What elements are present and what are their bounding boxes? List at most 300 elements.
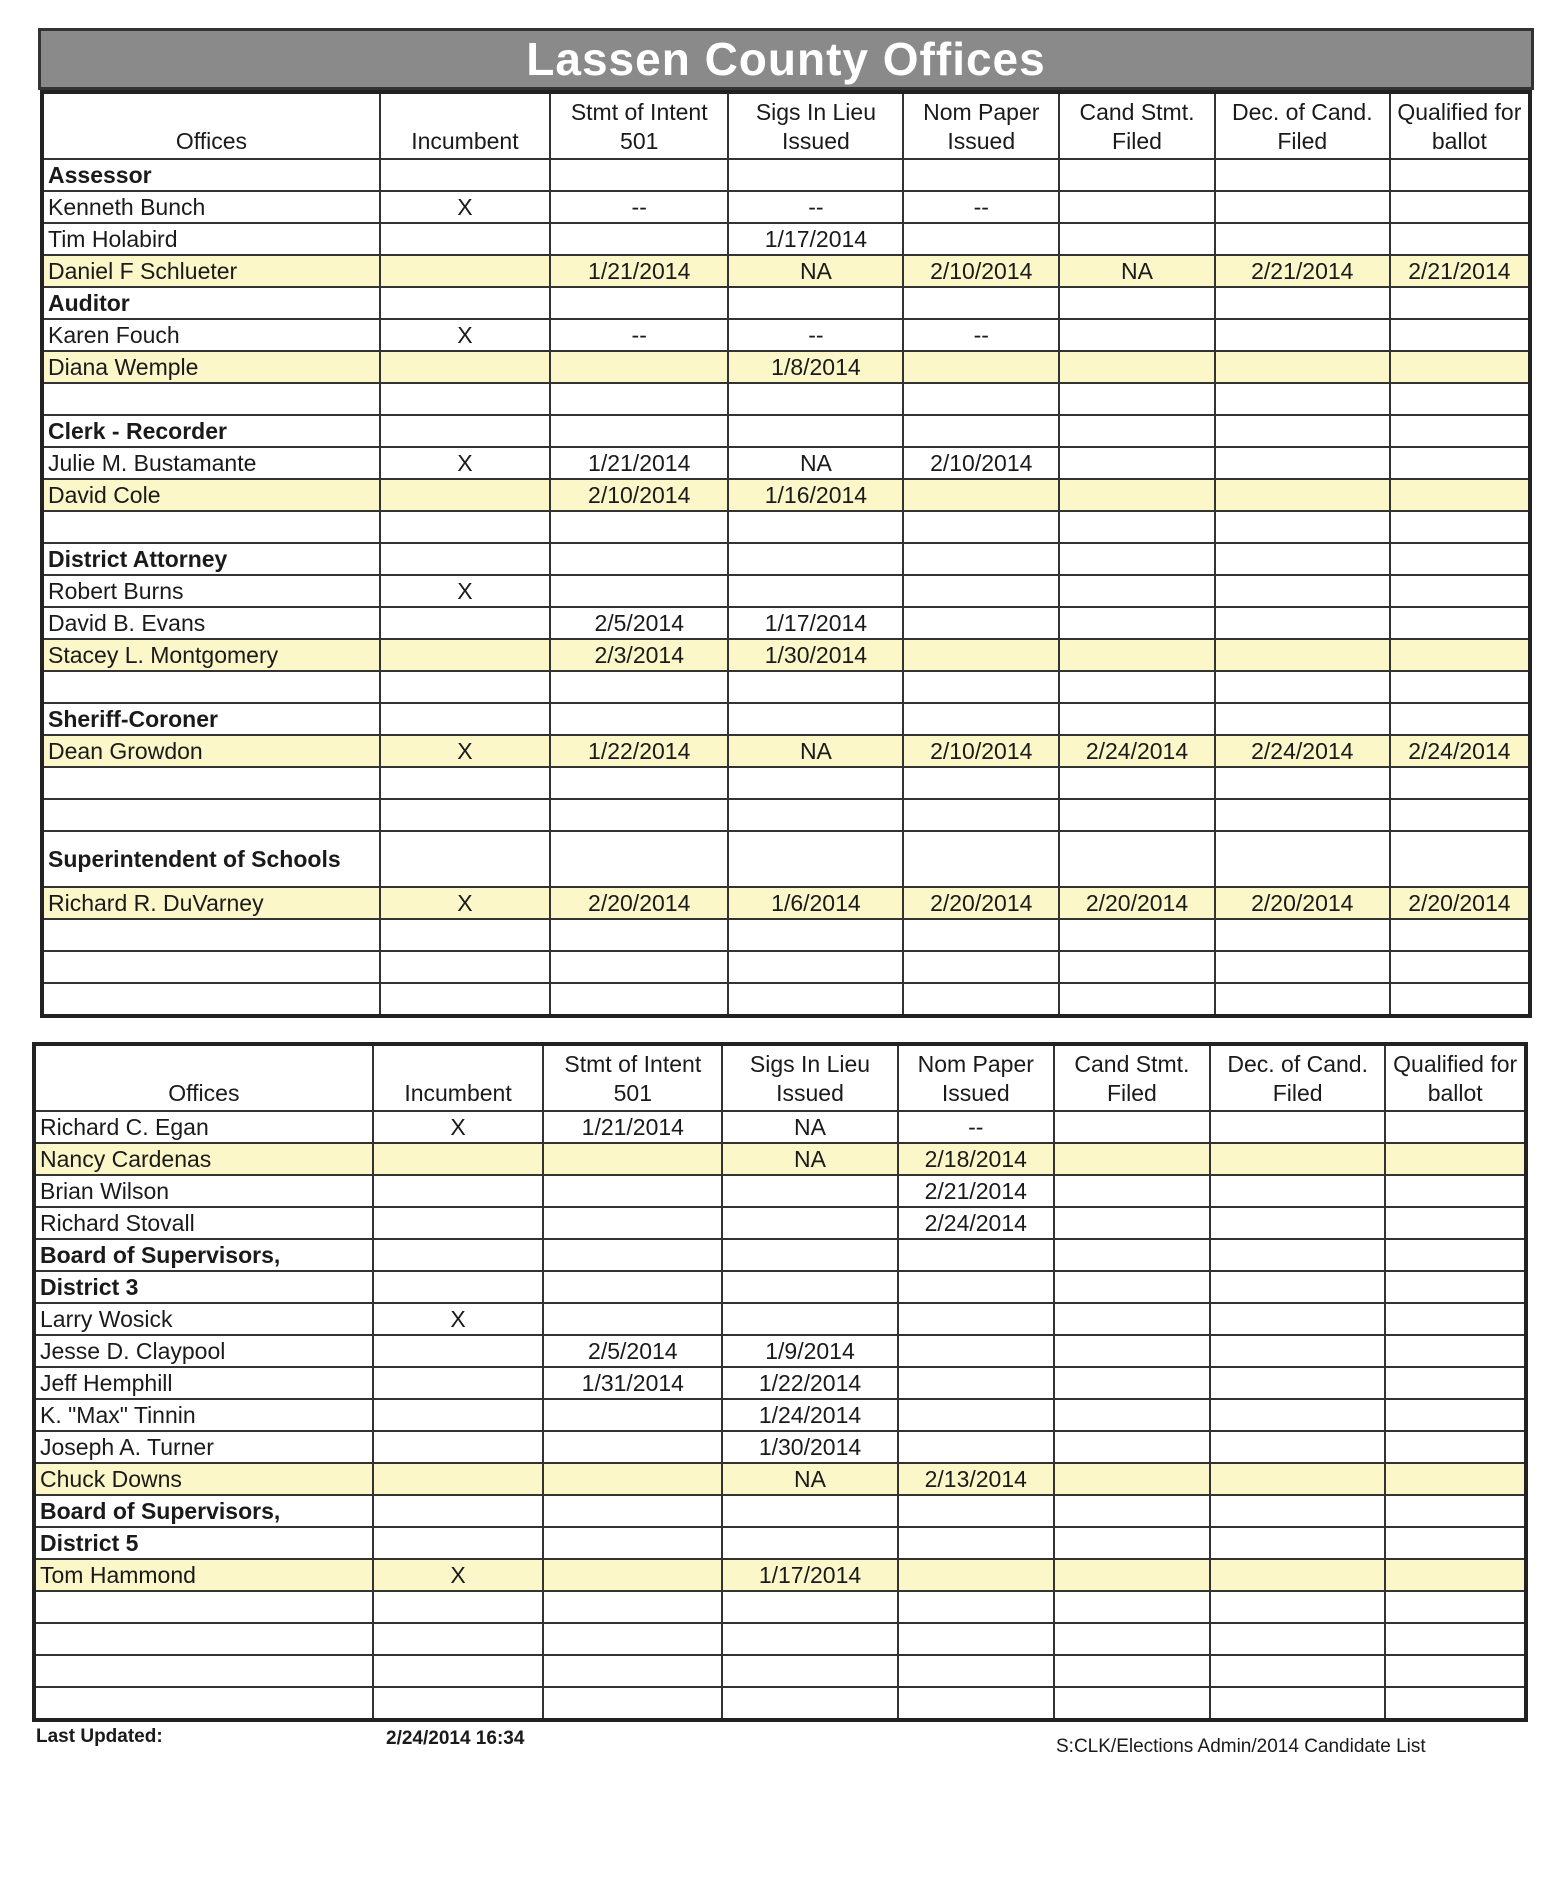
empty-cell [550,415,729,447]
status-cell [543,1463,722,1495]
col-header: Offices [34,1044,373,1111]
candidate-row [42,799,1530,831]
candidate-row [34,1207,1526,1239]
status-cell [543,1623,722,1655]
candidate-name: Karen Fouch [42,319,380,351]
status-cell: NA [1059,255,1215,287]
status-cell: 2/13/2014 [898,1463,1054,1495]
empty-cell [1215,831,1390,887]
status-cell [550,383,729,415]
empty-cell [1390,831,1530,887]
candidate-row [34,1111,1526,1143]
office-name: Auditor [42,287,380,319]
empty-cell [903,159,1059,191]
status-cell [380,919,550,951]
status-cell: 2/24/2014 [1390,735,1530,767]
status-cell: NA [722,1463,897,1495]
status-cell [1210,1335,1385,1367]
status-cell: X [380,319,550,351]
office-name: Superintendent of Schools [42,831,380,887]
status-cell [1054,1463,1210,1495]
status-cell: 2/10/2014 [550,479,729,511]
status-cell: X [380,735,550,767]
status-cell [903,351,1059,383]
status-cell [373,1463,544,1495]
status-cell: X [380,887,550,919]
status-cell [1215,799,1390,831]
candidate-row [34,1143,1526,1175]
status-cell: 1/24/2014 [722,1399,897,1431]
empty-cell [543,1271,722,1303]
status-cell [1054,1687,1210,1720]
empty-cell [550,159,729,191]
office-name: Assessor [42,159,380,191]
candidate-row [34,1399,1526,1431]
status-cell [1054,1303,1210,1335]
col-header: Offices [42,92,380,159]
status-cell [373,1431,544,1463]
status-cell: 1/22/2014 [550,735,729,767]
empty-cell [722,1271,897,1303]
col-header: Incumbent [380,92,550,159]
empty-cell [898,1239,1054,1271]
empty-cell [380,159,550,191]
offices-table-bottom [32,1042,1528,1722]
status-cell [1390,575,1530,607]
status-cell [380,351,550,383]
status-cell [898,1655,1054,1687]
status-cell: 1/21/2014 [543,1111,722,1143]
status-cell [1385,1655,1526,1687]
status-cell [728,983,903,1016]
empty-cell [1385,1527,1526,1559]
candidate-name: Daniel F Schlueter [42,255,380,287]
status-cell [1390,639,1530,671]
status-cell: 2/10/2014 [903,735,1059,767]
status-cell [1215,479,1390,511]
status-cell [1210,1591,1385,1623]
status-cell [903,223,1059,255]
empty-cell [1390,543,1530,575]
status-cell [1210,1687,1385,1720]
empty-cell [380,543,550,575]
status-cell [543,1655,722,1687]
empty-cell [1385,1495,1526,1527]
status-cell [1059,479,1215,511]
office-heading-row [42,703,1530,735]
candidate-row [34,1559,1526,1591]
status-cell [1054,1111,1210,1143]
status-cell [1390,767,1530,799]
status-cell: 2/5/2014 [550,607,729,639]
status-cell: X [373,1559,544,1591]
candidate-name [34,1655,373,1687]
candidate-row [42,671,1530,703]
status-cell [550,983,729,1016]
status-cell [1385,1367,1526,1399]
status-cell [543,1303,722,1335]
candidate-name: David Cole [42,479,380,511]
status-cell [1390,351,1530,383]
status-cell: 1/30/2014 [722,1431,897,1463]
status-cell: 1/21/2014 [550,447,729,479]
candidate-name [34,1591,373,1623]
status-cell [1054,1335,1210,1367]
status-cell: 2/20/2014 [1390,887,1530,919]
col-header: Dec. of Cand. Filed [1215,92,1390,159]
status-cell [722,1303,897,1335]
status-cell [898,1623,1054,1655]
status-cell [1390,383,1530,415]
candidate-row [42,255,1530,287]
candidate-row [42,191,1530,223]
status-cell [373,1399,544,1431]
candidate-name: Chuck Downs [34,1463,373,1495]
candidate-row [42,639,1530,671]
empty-cell [728,543,903,575]
status-cell [1385,1143,1526,1175]
status-cell [1390,223,1530,255]
office-name: Board of Supervisors, [34,1239,373,1271]
status-cell [722,1655,897,1687]
candidate-row [42,479,1530,511]
status-cell [903,607,1059,639]
status-cell [728,799,903,831]
status-cell [1210,1367,1385,1399]
status-cell [898,1335,1054,1367]
empty-cell [1385,1271,1526,1303]
status-cell [373,1207,544,1239]
status-cell [380,951,550,983]
status-cell [1059,223,1215,255]
status-cell [1215,767,1390,799]
status-cell [722,1207,897,1239]
candidate-name: Diana Wemple [42,351,380,383]
status-cell: X [380,191,550,223]
offices-table-top [40,90,1532,1018]
status-cell: X [380,447,550,479]
status-cell: 2/24/2014 [1059,735,1215,767]
empty-cell [722,1527,897,1559]
status-cell [1390,799,1530,831]
empty-cell [550,703,729,735]
status-cell: NA [728,735,903,767]
col-header: Dec. of Cand. Filed [1210,1044,1385,1111]
status-cell [1215,447,1390,479]
status-cell: NA [722,1111,897,1143]
status-cell: -- [903,191,1059,223]
empty-cell [1210,1271,1385,1303]
status-cell: 2/10/2014 [903,447,1059,479]
candidate-name: Kenneth Bunch [42,191,380,223]
status-cell [1385,1111,1526,1143]
empty-cell [1390,287,1530,319]
empty-cell [898,1495,1054,1527]
office-heading-row [42,287,1530,319]
candidate-row [42,887,1530,919]
status-cell [903,767,1059,799]
status-cell [903,671,1059,703]
candidate-name: Larry Wosick [34,1303,373,1335]
empty-cell [543,1239,722,1271]
status-cell [1385,1303,1526,1335]
status-cell [1059,447,1215,479]
candidate-name: Tim Holabird [42,223,380,255]
status-cell [373,1623,544,1655]
candidate-name: Joseph A. Turner [34,1431,373,1463]
candidate-row [42,319,1530,351]
status-cell: 2/24/2014 [898,1207,1054,1239]
status-cell [1059,191,1215,223]
col-header: Incumbent [373,1044,544,1111]
col-header: Stmt of Intent 501 [543,1044,722,1111]
status-cell: -- [728,319,903,351]
office-heading-row [34,1495,1526,1527]
empty-cell [1059,415,1215,447]
status-cell: 2/24/2014 [1215,735,1390,767]
status-cell [1385,1463,1526,1495]
status-cell [1059,951,1215,983]
empty-cell [1210,1495,1385,1527]
status-cell [373,1687,544,1720]
status-cell [550,671,729,703]
status-cell [1385,1335,1526,1367]
candidate-name [42,799,380,831]
candidate-row [42,607,1530,639]
candidate-row [34,1335,1526,1367]
status-cell [1215,671,1390,703]
candidate-name: Jesse D. Claypool [34,1335,373,1367]
candidate-row [34,1463,1526,1495]
status-cell [1054,1559,1210,1591]
status-cell [903,511,1059,543]
status-cell [1210,1431,1385,1463]
candidate-row [42,223,1530,255]
status-cell [898,1687,1054,1720]
empty-cell [1059,287,1215,319]
status-cell [903,479,1059,511]
status-cell: 2/18/2014 [898,1143,1054,1175]
col-header: Qualified for ballot [1385,1044,1526,1111]
candidate-name [42,983,380,1016]
col-header: Nom Paper Issued [903,92,1059,159]
candidate-row [42,735,1530,767]
status-cell [550,351,729,383]
candidate-name: David B. Evans [42,607,380,639]
status-cell [1215,639,1390,671]
office-name: District 3 [34,1271,373,1303]
status-cell [1390,447,1530,479]
status-cell [903,799,1059,831]
status-cell [728,575,903,607]
status-cell [1210,1559,1385,1591]
status-cell [1054,1655,1210,1687]
status-cell [550,919,729,951]
status-cell [1210,1623,1385,1655]
empty-cell [903,287,1059,319]
status-cell: X [373,1303,544,1335]
empty-cell [903,703,1059,735]
candidate-row [34,1655,1526,1687]
empty-cell [728,703,903,735]
status-cell: 1/17/2014 [722,1559,897,1591]
status-cell [903,639,1059,671]
candidate-row [42,575,1530,607]
office-heading-row [34,1271,1526,1303]
status-cell [722,1623,897,1655]
status-cell [373,1367,544,1399]
empty-cell [380,415,550,447]
page-title-bar [38,28,1534,90]
last-updated-label: Last Updated: [36,1726,163,1747]
empty-cell [1210,1527,1385,1559]
status-cell: 2/10/2014 [903,255,1059,287]
candidate-row [34,1687,1526,1720]
empty-cell [728,415,903,447]
status-cell [1054,1207,1210,1239]
status-cell [1210,1143,1385,1175]
status-cell: 1/8/2014 [728,351,903,383]
status-cell [380,511,550,543]
candidate-row [34,1623,1526,1655]
candidate-name [42,383,380,415]
status-cell: 1/17/2014 [728,223,903,255]
empty-cell [903,831,1059,887]
status-cell: -- [728,191,903,223]
empty-cell [1215,703,1390,735]
status-cell [1390,607,1530,639]
offices-table-top-body [42,159,1530,1016]
empty-cell [1215,543,1390,575]
empty-cell [373,1239,544,1271]
status-cell [903,951,1059,983]
status-cell [1059,639,1215,671]
col-header: Sigs In Lieu Issued [722,1044,897,1111]
office-name: District Attorney [42,543,380,575]
candidate-name [34,1687,373,1720]
status-cell [898,1591,1054,1623]
status-cell [898,1367,1054,1399]
office-heading-row [34,1527,1526,1559]
candidate-name: K. "Max" Tinnin [34,1399,373,1431]
status-cell [898,1431,1054,1463]
empty-cell [1215,287,1390,319]
candidate-name [42,951,380,983]
empty-cell [380,287,550,319]
status-cell: NA [728,255,903,287]
file-path: S:CLK/Elections Admin/2014 Candidate List [1056,1736,1426,1757]
status-cell [1059,511,1215,543]
empty-cell [722,1239,897,1271]
empty-cell [373,1527,544,1559]
status-cell: NA [722,1143,897,1175]
status-cell [1059,351,1215,383]
status-cell [1385,1431,1526,1463]
status-cell [1390,479,1530,511]
candidate-row [42,919,1530,951]
status-cell [1210,1175,1385,1207]
status-cell [1390,191,1530,223]
status-cell [728,951,903,983]
empty-cell [380,831,550,887]
status-cell [903,575,1059,607]
status-cell [380,983,550,1016]
status-cell [380,767,550,799]
empty-cell [1054,1495,1210,1527]
table-header-row [34,1044,1526,1111]
empty-cell [380,703,550,735]
candidate-row [42,447,1530,479]
empty-cell [728,831,903,887]
empty-cell [1215,415,1390,447]
empty-cell [1390,159,1530,191]
candidate-row [34,1303,1526,1335]
status-cell [1210,1207,1385,1239]
empty-cell [1215,159,1390,191]
status-cell [903,383,1059,415]
status-cell [550,511,729,543]
status-cell [373,1143,544,1175]
status-cell [898,1303,1054,1335]
candidate-name: Stacey L. Montgomery [42,639,380,671]
status-cell [1215,607,1390,639]
empty-cell [1054,1527,1210,1559]
status-cell [380,479,550,511]
empty-cell [1054,1239,1210,1271]
status-cell [550,799,729,831]
status-cell [898,1399,1054,1431]
empty-cell [1385,1239,1526,1271]
status-cell [1210,1399,1385,1431]
status-cell [1385,1175,1526,1207]
status-cell: NA [728,447,903,479]
status-cell: -- [550,191,729,223]
status-cell [898,1559,1054,1591]
status-cell: 1/17/2014 [728,607,903,639]
status-cell: 1/9/2014 [722,1335,897,1367]
office-heading-row [42,831,1530,887]
office-heading-row [42,159,1530,191]
status-cell [1390,919,1530,951]
status-cell: -- [550,319,729,351]
candidate-row [42,383,1530,415]
status-cell [1215,351,1390,383]
status-cell [543,1559,722,1591]
candidate-name: Nancy Cardenas [34,1143,373,1175]
status-cell [380,223,550,255]
status-cell [380,671,550,703]
status-cell [550,575,729,607]
status-cell [1054,1143,1210,1175]
status-cell [1210,1303,1385,1335]
status-cell [1059,383,1215,415]
status-cell [1215,919,1390,951]
status-cell: -- [898,1111,1054,1143]
status-cell [380,607,550,639]
candidate-row [42,511,1530,543]
candidate-row [42,767,1530,799]
status-cell [543,1687,722,1720]
status-cell [1390,983,1530,1016]
status-cell [722,1687,897,1720]
status-cell [1210,1655,1385,1687]
empty-cell [543,1527,722,1559]
status-cell: 2/20/2014 [1059,887,1215,919]
office-name: Clerk - Recorder [42,415,380,447]
status-cell [1059,319,1215,351]
empty-cell [728,287,903,319]
status-cell [380,639,550,671]
